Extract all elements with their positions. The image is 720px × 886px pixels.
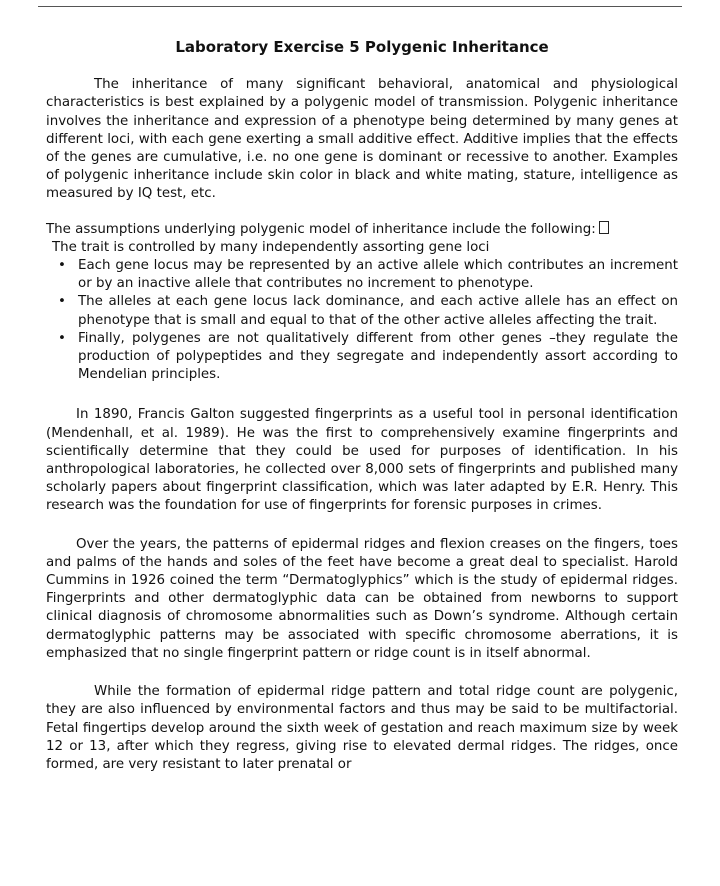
bullet-icon: • <box>58 330 66 346</box>
list-item-text: The alleles at each gene locus lack dominance, and each active allele has an effect on phenotype that is small and equal to that of the other active alleles affecting the trait. <box>78 294 678 328</box>
list-item <box>46 257 678 293</box>
assumptions-list <box>46 257 678 384</box>
document-page <box>46 38 678 774</box>
bullet-icon: • <box>58 258 66 274</box>
top-rule <box>38 6 682 7</box>
trait-line: The trait is controlled by many independently assorting gene loci <box>52 239 490 255</box>
assumptions-lead <box>46 221 678 239</box>
list-item <box>46 293 678 329</box>
cummins-paragraph: Over the years, the patterns of epidermal ridges and flexion creases on the fingers, toes and palms of the hands and soles of the feet have become a great deal to specialist. Harold Cummins in 1926 coined the term “Dermatoglyphics” which is the study of epidermal ridges. Fingerprints and other dermatoglyphic data can be obtained from newborns to support clinical diagnosis of chromosome abnormalities such as Down’s syndrome. Although certain dermatoglyphic patterns may be associated with specific chromosome aberrations, it is emphasized that no single fingerprint pattern or ridge count is in itself abnormal. <box>46 536 678 661</box>
galton-paragraph: In 1890, Francis Galton suggested fingerprints as a useful tool in personal identification (Mendenhall, et al. 1989). He was the first to comprehensively examine fingerprints and scientifically determine that they could be used for purposes of identification. In his anthropological laboratories, he collected over 8,000 sets of fingerprints and published many scholarly papers about fingerprint classification, which was later adapted by E.R. Henry. This research was the foundation for use of fingerprints for forensic purposes in crimes. <box>46 407 678 514</box>
bullet-icon: • <box>58 294 66 310</box>
missing-glyph-box-icon <box>599 221 609 234</box>
intro-paragraph: The inheritance of many significant behavioral, anatomical and physiological characteristics is best explained by a polygenic model of transmission. Polygenic inheritance involves the inheritance and expression of a phenotype being determined by many genes at different loci, with each gene exerting a small additive effect. Additive implies that the effects of the genes are cumulative, i.e. no one gene is dominant or recessive to another. Examples of polygenic inheritance include skin color in black and white mating, stature, intelligence as measured by IQ test, etc. <box>46 77 678 202</box>
formation-paragraph: While the formation of epidermal ridge pattern and total ridge count are polygenic, they are also influenced by environmental factors and thus may be said to be multifactorial. Fetal fingertips develop around the sixth week of gestation and reach maximum size by week 12 or 13, after which they regress, giving rise to elevated dermal ridges. The ridges, once formed, are very resistant to later prenatal or <box>46 684 678 772</box>
list-item-text: Each gene locus may be represented by an active allele which contributes an increment or by an inactive allele that contributes no increment to phenotype. <box>78 258 678 292</box>
page-title: Laboratory Exercise 5 Polygenic Inheritance <box>175 38 549 56</box>
assumptions-lead-text: The assumptions underlying polygenic model of inheritance include the following: <box>46 221 596 237</box>
list-item <box>46 330 678 385</box>
list-item-text: Finally, polygenes are not qualitatively different from other genes –they regulate the production of polypeptides and they segregate and independently assort according to Mendelian principles. <box>78 330 678 383</box>
